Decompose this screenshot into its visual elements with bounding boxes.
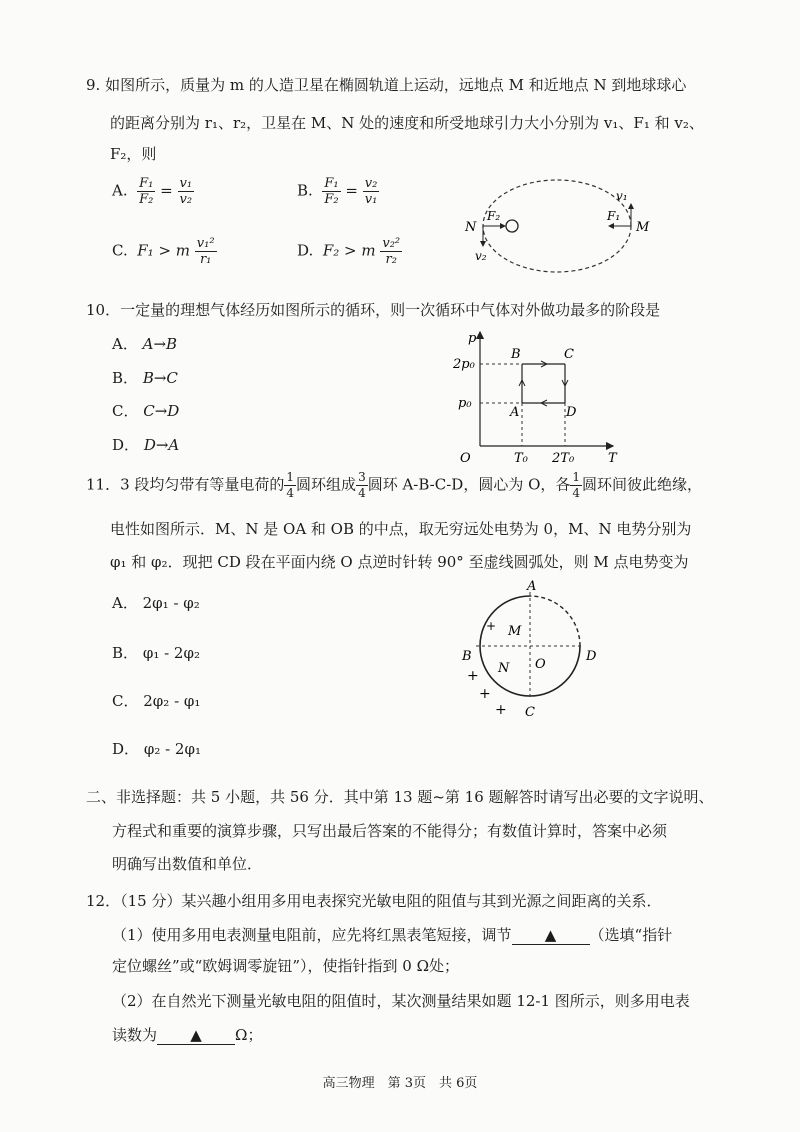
q12-part1-line2: 定位螺丝”或“欧姆调零旋钮”），使指针指到 0 Ω处；: [112, 957, 460, 975]
svg-text:O: O: [535, 657, 546, 672]
q11-option-a: A． 2φ₁ - φ₂: [112, 594, 200, 612]
q9-line3: F₂，则: [110, 145, 157, 163]
svg-text:T₀: T₀: [514, 451, 528, 466]
q9-line2: 的距离分别为 r₁、r₂，卫星在 M、N 处的速度和所受地球引力大小分别为 v₁、F₁ 和 v₂、: [110, 114, 704, 132]
q10-option-a: A． A→B: [112, 335, 178, 353]
q9-option-d: D. F₂ > m $\frac{\text{v₂²}}{\text{r₂}}$: [297, 236, 401, 267]
q12-stem: 12．（15 分）某兴趣小组用多用电表探究光敏电阻的阻值与其到光源之间距离的关系．: [86, 892, 662, 910]
q11-line3: φ₁ 和 φ₂．现把 CD 段在平面内绕 O 点逆时针转 90° 至虚线圆弧处，则 M 点电势变为: [110, 553, 689, 571]
q9-option-a: A. $\frac{\text{F₁}}{\text{F₂}}$ = $\frac{\text{v₁}}{\text{v₂}}$: [112, 176, 193, 207]
svg-text:M: M: [508, 624, 522, 639]
label-M: M: [636, 220, 650, 235]
q12-blank-2[interactable]: ▲: [157, 1026, 235, 1045]
label-v2: v₂: [475, 249, 487, 263]
svg-text:D: D: [566, 405, 577, 420]
q9-option-b: B. $\frac{\text{F₁}}{\text{F₂}}$ = $\frac{\text{v₂}}{\text{v₁}}$: [297, 176, 378, 207]
svg-text:C: C: [525, 705, 535, 720]
q11-ring-figure: [455, 580, 615, 730]
svg-text:O: O: [460, 451, 471, 466]
page-footer: 高三物理 第 3页 共 6页: [322, 1076, 478, 1091]
svg-text:+: +: [479, 686, 491, 702]
arc-da-dashed: [530, 596, 580, 646]
q9-line1: 9. 如图所示，质量为 m 的人造卫星在椭圆轨道上运动，远地点 M 和近地点 N 到地球球心: [86, 76, 687, 94]
section2-line1: 二、非选择题：共 5 小题，共 56 分．其中第 13 题~第 16 题解答时请写出必要的文字说明、: [86, 788, 714, 806]
svg-text:B: B: [462, 649, 472, 664]
svg-text:D: D: [586, 649, 597, 664]
q11-option-c: C． 2φ₂ - φ₁: [112, 692, 201, 710]
q10-pt-diagram: [448, 328, 628, 473]
q12-blank-1[interactable]: ▲: [512, 926, 590, 945]
label-F2: F₂: [487, 209, 501, 223]
svg-text:+: +: [486, 619, 497, 633]
earth-circle: [506, 220, 518, 232]
svg-text:2p₀: 2p₀: [453, 357, 475, 372]
svg-text:C: C: [564, 347, 574, 362]
svg-text:+: +: [467, 668, 479, 684]
q12-part2-line2: 读数为 ▲ Ω；: [112, 1026, 263, 1044]
q11-option-d: D． φ₂ - 2φ₁: [112, 740, 201, 758]
svg-text:B: B: [511, 347, 521, 362]
label-N: N: [465, 220, 477, 235]
q10-stem: 10．一定量的理想气体经历如图所示的循环，则一次循环中气体对外做功最多的阶段是: [86, 301, 661, 319]
q9-orbit-figure: [455, 180, 650, 280]
section2-line3: 明确写出数值和单位．: [112, 855, 263, 873]
svg-text:T: T: [608, 451, 617, 466]
q11-line1: 11．3 段均匀带有等量电荷的 $\frac{1}{4}$ 圆环组成 $\frac{3}{4}$ 圆环 A-B-C-D，圆心为 O，各 $\frac{1}{4}$ 圆环间彼此绝缘，: [86, 470, 703, 500]
svg-text:+: +: [495, 702, 507, 718]
q12-part2-line1: （2）在自然光下测量光敏电阻的阻值时，某次测量结果如题 12-1 图所示，则多用电表: [112, 992, 690, 1010]
svg-text:p: p: [468, 331, 477, 346]
q10-option-b: B． B→C: [112, 369, 178, 387]
svg-text:A: A: [527, 579, 537, 594]
svg-text:2T₀: 2T₀: [552, 451, 575, 466]
label-v1: v₁: [616, 189, 628, 203]
section2-line2: 方程式和重要的演算步骤，只写出最后答案的不能得分；有数值计算时，答案中必须: [112, 822, 668, 840]
q10-option-c: C． C→D: [112, 402, 180, 420]
q11-line2: 电性如图所示．M、N 是 OA 和 OB 的中点，取无穷远处电势为 0，M、N 电势分别为: [110, 520, 692, 538]
svg-text:N: N: [498, 661, 510, 676]
q9-number: 9.: [86, 76, 101, 94]
svg-text:A: A: [510, 405, 520, 420]
q12-part1-line1: （1）使用多用电表测量电阻前，应先将红黑表笔短接，调节 ▲ （选填“指针: [112, 926, 673, 944]
label-F1: F₁: [607, 209, 621, 223]
q10-option-d: D． D→A: [112, 436, 180, 454]
q11-option-b: B． φ₁ - 2φ₂: [112, 644, 200, 662]
svg-text:p₀: p₀: [458, 396, 472, 411]
q9-option-c: C. F₁ > m $\frac{\text{v₁²}}{\text{r₁}}$: [112, 236, 215, 267]
orbit-ellipse: [483, 180, 631, 272]
